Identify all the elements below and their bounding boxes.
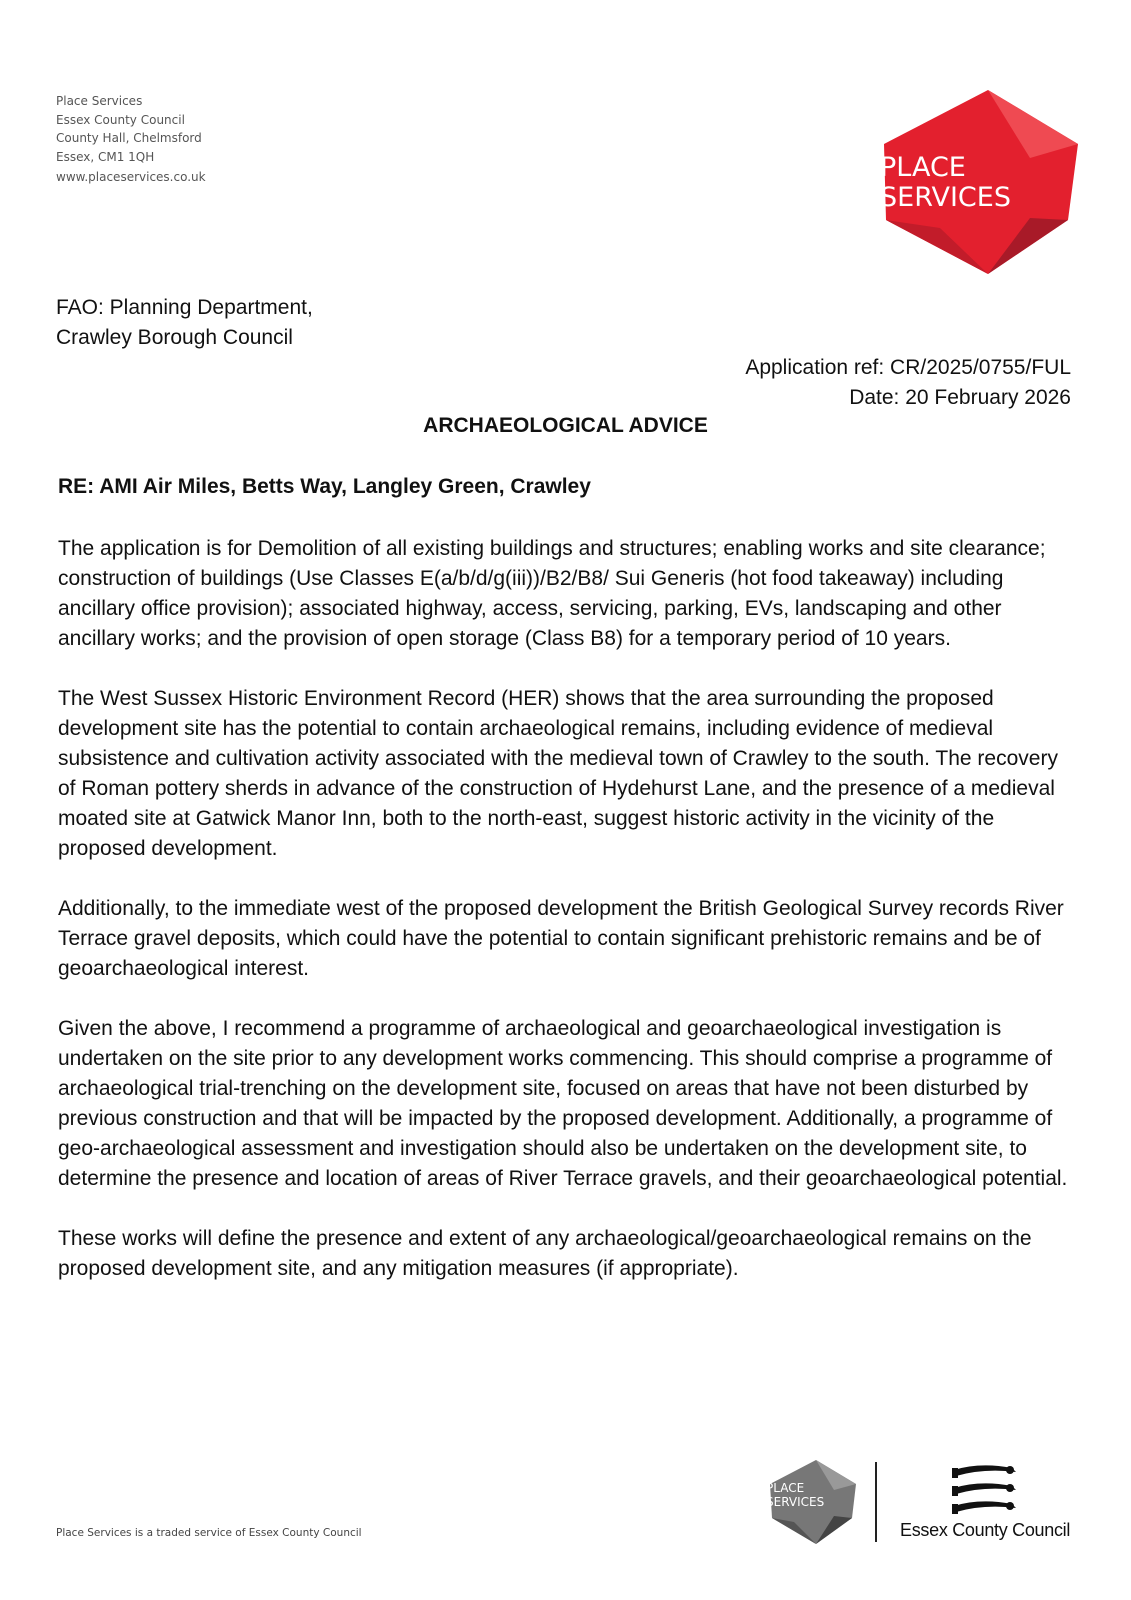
sender-line: County Hall, Chelmsford xyxy=(56,131,202,145)
footer-logo-text-place: PLACE xyxy=(768,1481,805,1495)
logo-text-place: PLACE xyxy=(880,152,966,183)
essex-county-council-name: Essex County Council xyxy=(900,1520,1071,1540)
seaxes-emblem-icon xyxy=(950,1462,1020,1520)
recipient-block xyxy=(56,293,313,353)
body-paragraph: The West Sussex Historic Environment Record (HER) shows that the area surrounding the proposed development site has the potential to contain archaeological remains, including evidence of medieval subsistence and cultivation activity associated with the medieval town of Crawley to the south. The recovery of Roman pottery sherds in advance of the construction of Hydehurst Lane, and the presence of a medieval moated site at Gatwick Manor Inn, both to the north-east, suggest historic activity in the vicinity of the proposed development. xyxy=(58,687,1058,860)
body-paragraph: These works will define the presence and extent of any archaeological/geoarchaeological remains on the proposed development site, and any mitigation measures (if appropriate). xyxy=(58,1227,1032,1280)
sender-website: www.placeservices.co.uk xyxy=(56,170,206,184)
body-paragraph: Additionally, to the immediate west of the proposed development the British Geological Survey records River Terrace gravel deposits, which could have the potential to contain significant prehistoric remains and be of geoarchaeological interest. xyxy=(58,897,1064,980)
body-paragraph: Given the above, I recommend a programme of archaeological and geoarchaeological investigation is undertaken on the site prior to any development works commencing. This should comprise a programme of archaeological trial-trenching on the development site, focused on areas that have not been disturbed by previous construction and that will be impacted by the proposed development. Additionally, a programme of geo-archaeological assessment and investigation should also be undertaken on the development site, to determine the presence and location of areas of River Terrace gravels, and their geoarchaeological potential. xyxy=(58,1017,1068,1190)
body-paragraph: The application is for Demolition of all existing buildings and structures; enabling works and site clearance; construction of buildings (Use Classes E(a/b/d/g(iii))/B2/B8/ Sui Generis (hot food takeaway) including ancillary office provision); associated highway, access, servicing, parking, EVs, landscaping and other ancillary works; and the provision of open storage (Class B8) for a temporary period of 10 years. xyxy=(58,537,1046,650)
sender-line: Essex County Council xyxy=(56,112,185,127)
recipient-line: FAO: Planning Department, xyxy=(56,296,313,319)
sender-line: Essex, CM1 1QH xyxy=(56,149,155,164)
application-ref: Application ref: CR/2025/0755/FUL xyxy=(745,356,1071,379)
sender-address xyxy=(56,92,206,187)
logo-text-services: SERVICES xyxy=(880,182,1011,213)
place-services-footer-logo xyxy=(768,1458,858,1546)
sender-line: Place Services xyxy=(56,94,143,108)
footer-traded-service: Place Services is a traded service of Essex County Council xyxy=(56,1527,362,1539)
place-services-logo xyxy=(880,88,1080,276)
letter-body xyxy=(58,534,1078,1314)
letter-date: Date: 20 February 2026 xyxy=(849,386,1071,409)
footer-divider xyxy=(875,1462,877,1542)
document-title: ARCHAEOLOGICAL ADVICE xyxy=(423,414,708,437)
subject-line: RE: AMI Air Miles, Betts Way, Langley Green, Crawley xyxy=(58,475,591,498)
footer-logo-text-services: SERVICES xyxy=(768,1495,825,1509)
recipient-line: Crawley Borough Council xyxy=(56,326,293,349)
reference-block xyxy=(745,353,1071,413)
